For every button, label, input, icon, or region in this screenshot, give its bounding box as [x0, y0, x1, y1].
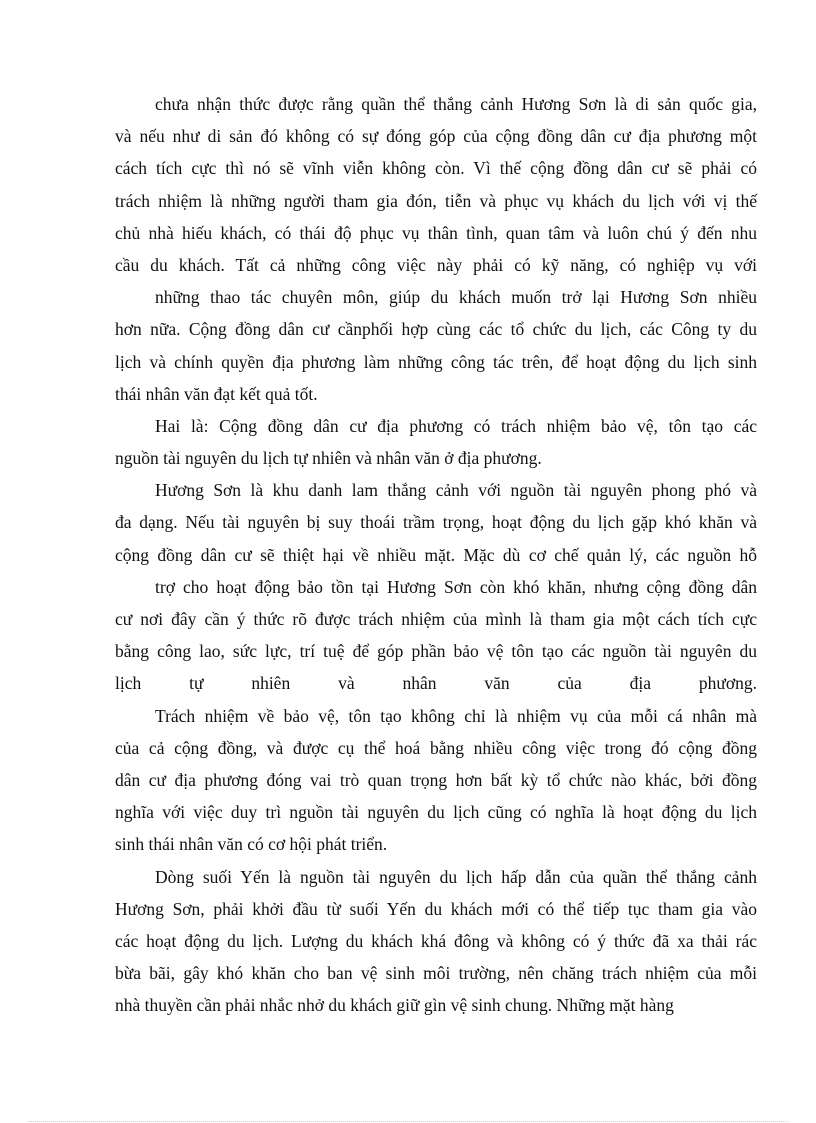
- text-line: thái nhân văn đạt kết quả tốt.: [115, 383, 318, 404]
- text-line: nhà thuyền cần phải nhắc nhở du khách giữ gìn vệ sinh chung. Những mặt hàng: [115, 995, 674, 1016]
- text-line: dân cư địa phương đóng vai trò quan trọng hơn bất kỳ tổ chức nào khác, bởi đồng: [115, 769, 757, 790]
- body-text: [115, 88, 757, 1021]
- text-line: các hoạt động du lịch. Lượng du khách khá đông và không có ý thức đã xa thải rác: [115, 930, 757, 951]
- text-line: đa dạng. Nếu tài nguyên bị suy thoái trầm trọng, hoạt động du lịch gặp khó khăn và: [115, 512, 757, 533]
- text-line: bừa bãi, gây khó khăn cho ban vệ sinh môi trường, nên chăng trách nhiệm của mỗi: [115, 963, 757, 984]
- text-line: lịch và chính quyền địa phương làm những công tác trên, để hoạt động du lịch sinh: [115, 351, 757, 372]
- text-line: cư nơi đây cần ý thức rõ được trách nhiệm của mình là tham gia một cách tích cực: [115, 609, 757, 629]
- text-line: Hương Sơn, phải khởi đầu từ suối Yến du khách mới có thể tiếp tục tham gia vào: [115, 898, 757, 919]
- page-bottom-border: [28, 1121, 788, 1122]
- text-line: trách nhiệm là những người tham gia đón, tiễn và phục vụ khách du lịch với vị thế: [115, 190, 757, 211]
- text-line: Hương Sơn là khu danh lam thắng cảnh với nguồn tài nguyên phong phó và: [155, 480, 757, 501]
- text-line: chưa nhận thức được rằng quần thể thắng cảnh Hương Sơn là di sản quốc gia,: [155, 94, 757, 114]
- text-line: và nếu như di sản đó không có sự đóng góp của cộng đồng dân cư địa phương một: [115, 126, 757, 147]
- text-line: của cả cộng đồng, và được cụ thể hoá bằng nhiều công việc trong đó cộng đồng: [115, 737, 757, 758]
- text-line: nguồn tài nguyên du lịch tự nhiên và nhân văn ở địa phương.: [115, 448, 542, 469]
- text-line: cầu du khách. Tất cả những công việc này phải có kỹ năng, có nghiệp vụ với: [115, 254, 757, 275]
- text-line: hơn nữa. Cộng đồng dân cư cầnphối hợp cùng các tổ chức du lịch, các Công ty du: [115, 319, 757, 340]
- text-line: lịch tự nhiên và nhân văn của địa phương.: [115, 673, 757, 694]
- text-line: những thao tác chuyên môn, giúp du khách muốn trở lại Hương Sơn nhiều: [155, 287, 757, 308]
- text-line: Dòng suối Yến là nguồn tài nguyên du lịch hấp dẫn của quần thể thắng cảnh: [155, 866, 757, 887]
- text-line: cộng đồng dân cư sẽ thiệt hại về nhiều mặt. Mặc dù cơ chế quản lý, các nguồn hỗ: [115, 544, 757, 565]
- text-line: bằng công lao, sức lực, trí tuệ để góp phần bảo vệ tôn tạo các nguồn tài nguyên du: [115, 641, 757, 662]
- text-line: Hai là: Cộng đồng dân cư địa phương có trách nhiệm bảo vệ, tôn tạo các: [155, 415, 757, 436]
- text-line: Trách nhiệm về bảo vệ, tôn tạo không chỉ là nhiệm vụ của mỗi cá nhân mà: [155, 705, 757, 726]
- text-line: chủ nhà hiếu khách, có thái độ phục vụ thân tình, quan tâm và luôn chú ý đến nhu: [115, 222, 757, 243]
- text-line: trợ cho hoạt động bảo tồn tại Hương Sơn còn khó khăn, nhưng cộng đồng dân: [155, 576, 757, 597]
- text-line: cách tích cực thì nó sẽ vĩnh viễn không còn. Vì thế cộng đồng dân cư sẽ phải có: [115, 158, 757, 179]
- text-line: sinh thái nhân văn có cơ hội phát triển.: [115, 834, 388, 855]
- text-line: nghĩa với việc duy trì nguồn tài nguyên du lịch cũng có nghĩa là hoạt động du lịch: [115, 802, 757, 823]
